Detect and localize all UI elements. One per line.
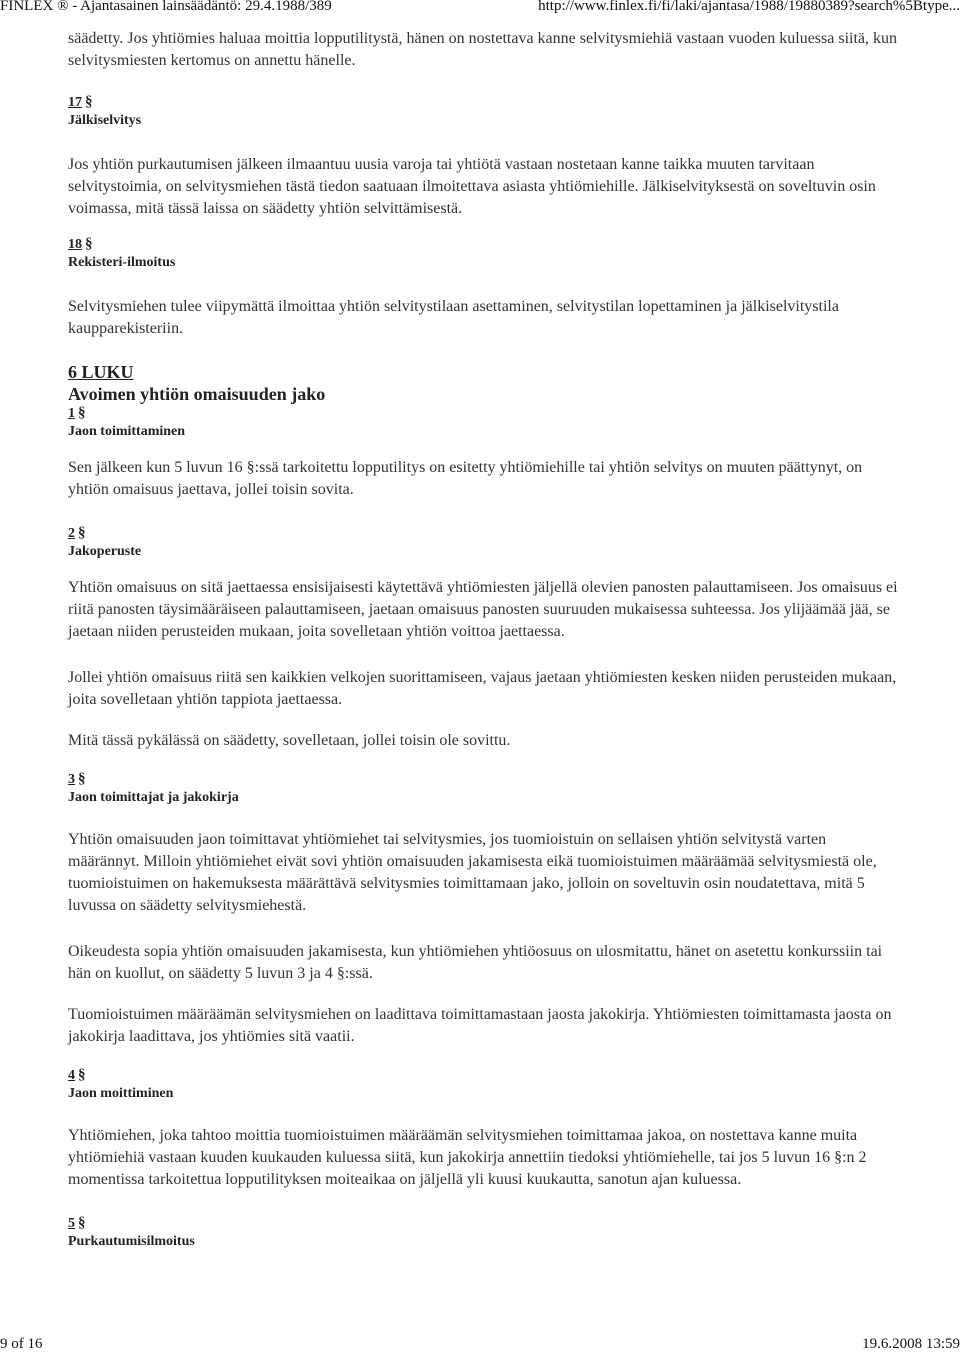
chapter-title: Avoimen yhtiön omaisuuden jako — [68, 384, 326, 404]
section-number-link[interactable] — [68, 236, 898, 254]
page-number: 9 of 16 — [0, 1336, 43, 1352]
section-title: Rekisteri-ilmoitus — [68, 255, 176, 270]
svg-text:§: § — [78, 1067, 86, 1081]
chapter-number[interactable]: 6 LUKU — [68, 362, 134, 382]
section-number-link[interactable] — [68, 405, 898, 423]
section-title: Jaon toimittajat ja jakokirja — [68, 790, 239, 805]
svg-text:§: § — [78, 1215, 86, 1229]
paragraph: Selvitysmiehen tulee viipymättä ilmoittaa yhtiön selvitystilaan asettaminen, selvitystilan lopettaminen ja jälkiselvitystila kaupparekisteriin. — [68, 298, 839, 337]
paragraph: säädetty. Jos yhtiömies haluaa moittia lopputilitystä, hänen on nostettava kanne selvitysmiehiä vastaan vuoden kuluessa siitä, kun selvitysmiesten kertomus on annettu hänelle. — [68, 30, 898, 69]
section-number[interactable]: 2 — [68, 526, 75, 541]
paragraph: Jos yhtiön purkautumisen jälkeen ilmaantuu uusia varoja tai yhtiötä vastaan nostetaan kanne taikka muuten tarvitaan selvitystoimia, on selvitysmiehen tästä tiedon saatuaan ilmoitettava asiasta yhtiömiehille. Jälkiselvityksestä on soveltuvin osin voimassa, mitä tässä laissa on säädetty yhtiön selvittämisestä. — [68, 156, 876, 217]
print-datetime: 19.6.2008 13:59 — [862, 1336, 960, 1352]
section-sign-icon — [84, 236, 96, 250]
section-number-link[interactable] — [68, 1067, 898, 1085]
section-sign-icon — [84, 94, 96, 108]
section-number-link[interactable] — [68, 94, 898, 112]
section-title: Jälkiselvitys — [68, 113, 142, 128]
section-sign-icon — [77, 1067, 89, 1081]
section-sign-icon — [77, 1215, 89, 1229]
section-number[interactable]: 1 — [68, 406, 75, 421]
svg-text:§: § — [78, 771, 86, 785]
section-title: Jakoperuste — [68, 544, 142, 559]
section-title: Jaon toimittaminen — [68, 424, 186, 439]
section-number[interactable]: 18 — [68, 237, 82, 252]
paragraph: Yhtiön omaisuuden jaon toimittavat yhtiömiehet tai selvitysmies, jos tuomioistuin on sellaisen yhtiön selvitystä varten määrännyt. Milloin yhtiömiehet eivät sovi yhtiön omaisuuden jakamisesta eikä tuomioistuimen määräämää selvitysmiestä ole, tuomioistuimen on hakemuksesta määrättävä selvitysmies toimittamaan jako, jolloin on soveltuvin osin noudatettava, mitä 5 luvussa on säädetty selvitysmiehestä. — [68, 831, 877, 914]
section-number[interactable]: 5 — [68, 1216, 75, 1231]
section-sign-icon — [77, 525, 89, 539]
document-body — [68, 28, 898, 1251]
svg-text:§: § — [85, 236, 93, 250]
paragraph: Yhtiön omaisuus on sitä jaettaessa ensisijaisesti käytettävä yhtiömiesten jäljellä olevien panosten palauttamiseen. Jos omaisuus ei riitä panosten täysimääräiseen palauttamiseen, jaetaan omaisuus panosten suuruuden mukaisessa suhteessa. Jos ylijäämää jää, se jaetaan niiden perusteiden mukaan, joita sovelletaan yhtiön voittoa jaettaessa. — [68, 579, 898, 640]
document-title: FINLEX ® - Ajantasainen lainsäädäntö: 29.4.1988/389 — [0, 0, 332, 14]
section-number[interactable]: 3 — [68, 772, 75, 787]
paragraph: Tuomioistuimen määräämän selvitysmiehen on laadittava toimittamastaan jaosta jakokirja. Yhtiömiesten toimittamasta jaosta on jakokirja laadittava, jos yhtiömies sitä vaatii. — [68, 1006, 892, 1045]
paragraph: Jollei yhtiön omaisuus riitä sen kaikkien velkojen suorittamiseen, vajaus jaetaan yhtiömiesten kesken niiden perusteiden mukaan, joita sovelletaan yhtiön tappiota jaettaessa. — [68, 669, 897, 708]
print-header — [0, 0, 960, 16]
section-sign-icon — [77, 405, 89, 419]
svg-text:§: § — [78, 525, 86, 539]
section-number-link[interactable] — [68, 525, 898, 543]
document-url: http://www.finlex.fi/fi/laki/ajantasa/1988/19880389?search%5Btype... — [538, 0, 960, 14]
paragraph: Oikeudesta sopia yhtiön omaisuuden jakamisesta, kun yhtiömiehen yhtiöosuus on ulosmitattu, hänet on asetettu konkurssiin tai hän on kuollut, on säädetty 5 luvun 3 ja 4 §:ssä. — [68, 943, 883, 982]
paragraph: Mitä tässä pykälässä on säädetty, sovelletaan, jollei toisin ole sovittu. — [68, 732, 511, 749]
svg-text:§: § — [78, 405, 86, 419]
paragraph: Yhtiömiehen, joka tahtoo moittia tuomioistuimen määräämän selvitysmiehen toimittamaa jakoa, on nostettava kanne muita yhtiömiehiä vastaan kuuden kuukauden kuluessa siitä, kun jakokirja annettiin tiedoksi yhtiömiehelle, tai jos 5 luvun 16 §:n 2 momentissa tarkoitettua lopputilityksen moiteaikaa on jäljellä yli kuusi kuukautta, sanotun ajan kuluessa. — [68, 1127, 867, 1188]
section-number[interactable]: 17 — [68, 95, 82, 110]
section-number[interactable]: 4 — [68, 1068, 75, 1083]
paragraph: Sen jälkeen kun 5 luvun 16 §:ssä tarkoitettu lopputilitys on esitetty yhtiömiehille tai yhtiön selvitys on muuten päättynyt, on yhtiön omaisuus jaettava, jollei toisin sovita. — [68, 459, 863, 498]
section-number-link[interactable] — [68, 771, 898, 789]
section-title: Purkautumisilmoitus — [68, 1234, 195, 1249]
section-sign-icon — [77, 771, 89, 785]
section-number-link[interactable] — [68, 1215, 898, 1233]
svg-text:§: § — [85, 94, 93, 108]
section-title: Jaon moittiminen — [68, 1086, 174, 1101]
print-footer — [0, 1336, 960, 1353]
